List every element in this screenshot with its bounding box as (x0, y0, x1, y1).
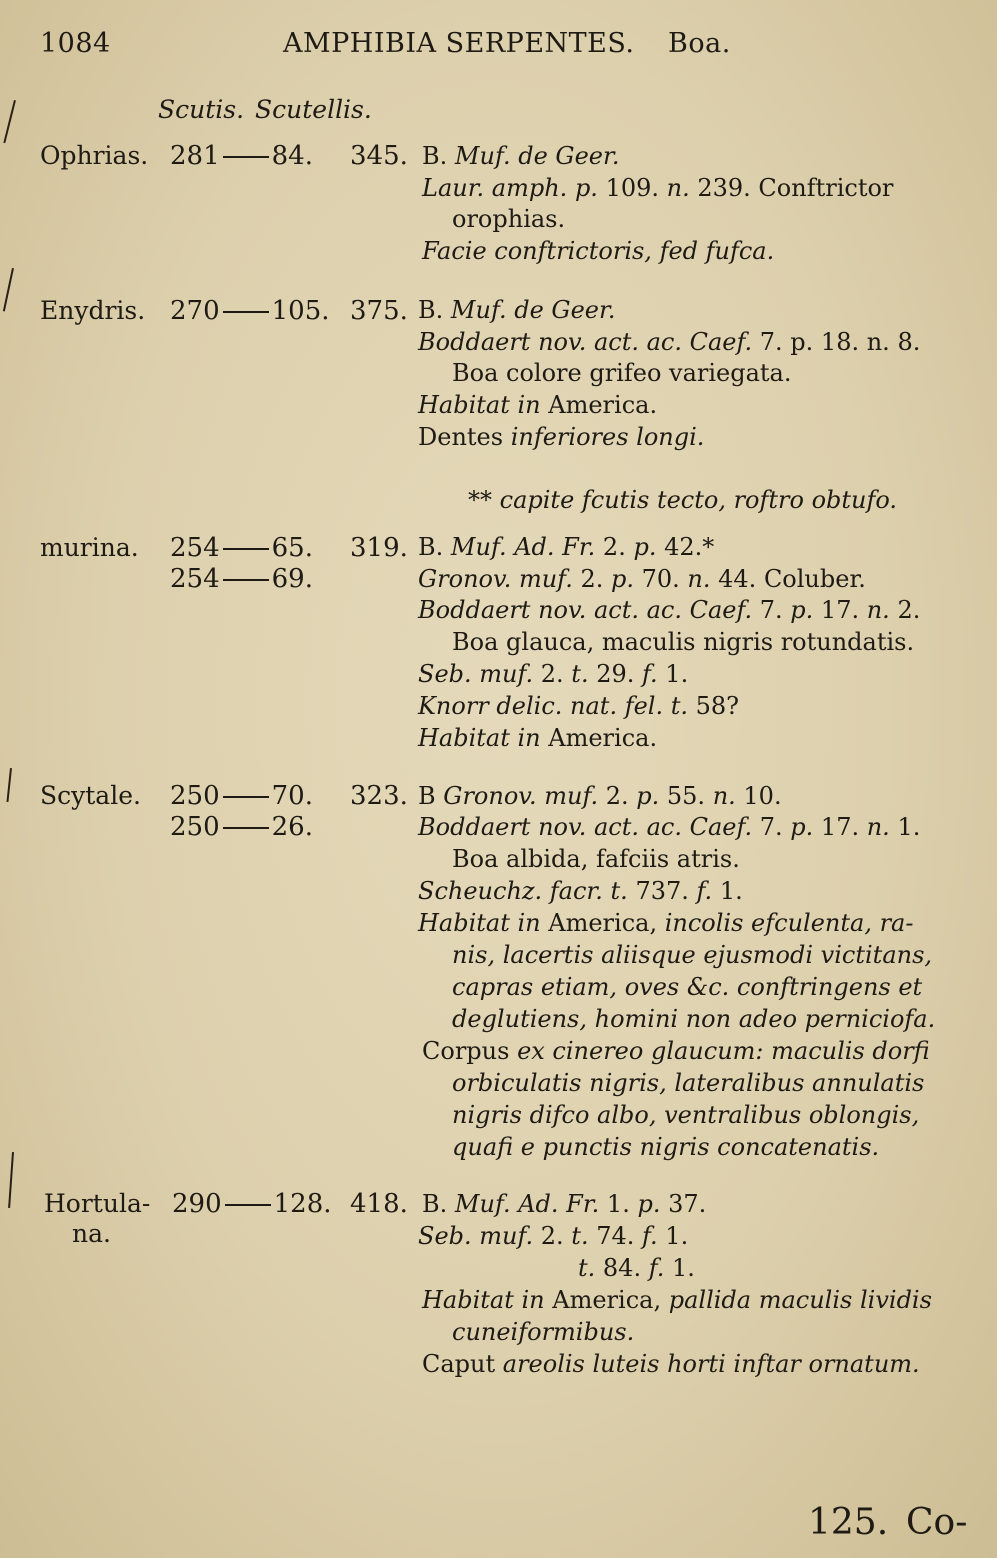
habitat-line: cuneiformibus. (452, 1318, 635, 1346)
reference-line: Seb. muf. 2. t. 74. f. 1. (418, 1222, 689, 1250)
scale-counts: 290 128. (172, 1189, 332, 1219)
reference-line: Boddaert nov. act. ac. Caef. 7. p. 18. n. 8. (418, 328, 921, 356)
column-heading-scutis: Scutis. (158, 95, 245, 124)
margin-mark (8, 1152, 14, 1208)
reference-line: Laur. amph. p. 109. n. 239. Conftrictor (422, 174, 894, 202)
reference-line: Boa colore grifeo variegata. (452, 359, 792, 387)
habitat-line: Habitat in America, pallida maculis lividis (422, 1286, 932, 1314)
species-name: Ophrias. (40, 141, 149, 170)
reference-line: B. Muf. de Geer. (418, 296, 616, 324)
signature-mark: 125. (808, 1502, 889, 1543)
scale-total: 319. (350, 533, 408, 563)
species-name-continuation: na. (72, 1219, 111, 1248)
habitat-line: deglutiens, homini non adeo perniciofa. (452, 1005, 936, 1033)
reference-line: Knorr delic. nat. fel. t. 58? (418, 692, 740, 720)
reference-line: B. Muf. Ad. Fr. 2. p. 42.* (418, 533, 715, 561)
reference-line: Seb. muf. 2. t. 29. f. 1. (418, 660, 689, 688)
reference-line: Boa glauca, maculis nigris rotundatis. (452, 628, 915, 656)
genus-title: Boa. (668, 28, 731, 59)
reference-line: Boa albida, fafciis atris. (452, 845, 740, 873)
scale-counts: 270 105. (170, 296, 330, 326)
scale-counts: 250 70. (170, 781, 313, 811)
reference-line: orophias. (452, 205, 566, 233)
reference-line: t. 84. f. 1. (578, 1254, 695, 1282)
habitat-line: Habitat in America, incolis efculenta, ra- (418, 909, 914, 937)
page-number: 1084 (40, 28, 111, 59)
habitat-line: Habitat in America. (418, 724, 658, 752)
reference-line: B Gronov. muf. 2. p. 55. n. 10. (418, 782, 782, 810)
margin-mark (3, 100, 16, 143)
margin-mark (6, 768, 12, 802)
reference-line: Scheuchz. facr. t. 737. f. 1. (418, 877, 743, 905)
reference-line: Gronov. muf. 2. p. 70. n. 44. Coluber. (418, 565, 866, 593)
habitat-line: nis, lacertis aliisque ejusmodi victitans, (452, 941, 933, 969)
reference-line: B. Muf. Ad. Fr. 1. p. 37. (422, 1190, 707, 1218)
section-heading: ** capite fcutis tecto, roftro obtufo. (468, 486, 898, 514)
description-line: Corpus ex cinereo glaucum: maculis dorfi (422, 1037, 930, 1065)
species-name: Hortula- (44, 1189, 151, 1218)
scale-counts: 254 65. (170, 533, 313, 563)
description-line: Facie conftrictoris, fed fufca. (422, 237, 775, 265)
scale-counts: 254 69. (170, 564, 313, 594)
description-line: nigris difco albo, ventralibus oblongis, (452, 1101, 920, 1129)
column-heading-scutellis: Scutellis. (255, 95, 372, 124)
scale-total: 323. (350, 781, 408, 811)
reference-line: Boddaert nov. act. ac. Caef. 7. p. 17. n. 2. (418, 596, 921, 624)
scale-total: 418. (350, 1189, 408, 1219)
description-line: orbiculatis nigris, lateralibus annulatis (452, 1069, 925, 1097)
habitat-line: capras etiam, oves &c. conftringens et (452, 973, 923, 1001)
running-title: AMPHIBIA SERPENTES. (283, 28, 635, 59)
margin-mark (3, 268, 14, 311)
description-line: Caput areolis luteis horti inftar ornatum. (422, 1350, 920, 1378)
species-name: Scytale. (40, 781, 141, 810)
description-line: Dentes inferiores longi. (418, 423, 705, 451)
scale-total: 375. (350, 296, 408, 326)
reference-line: B. Muf. de Geer. (422, 142, 620, 170)
scale-total: 345. (350, 141, 408, 171)
scale-counts: 281 84. (170, 141, 313, 171)
catchword: Co- (906, 1502, 968, 1543)
scale-counts: 250 26. (170, 812, 313, 842)
habitat-line: Habitat in America. (418, 391, 658, 419)
description-line: quafi e punctis nigris concatenatis. (452, 1133, 880, 1161)
reference-line: Boddaert nov. act. ac. Caef. 7. p. 17. n. 1. (418, 813, 921, 841)
species-name: Enydris. (40, 296, 146, 325)
species-name: murina. (40, 533, 139, 562)
